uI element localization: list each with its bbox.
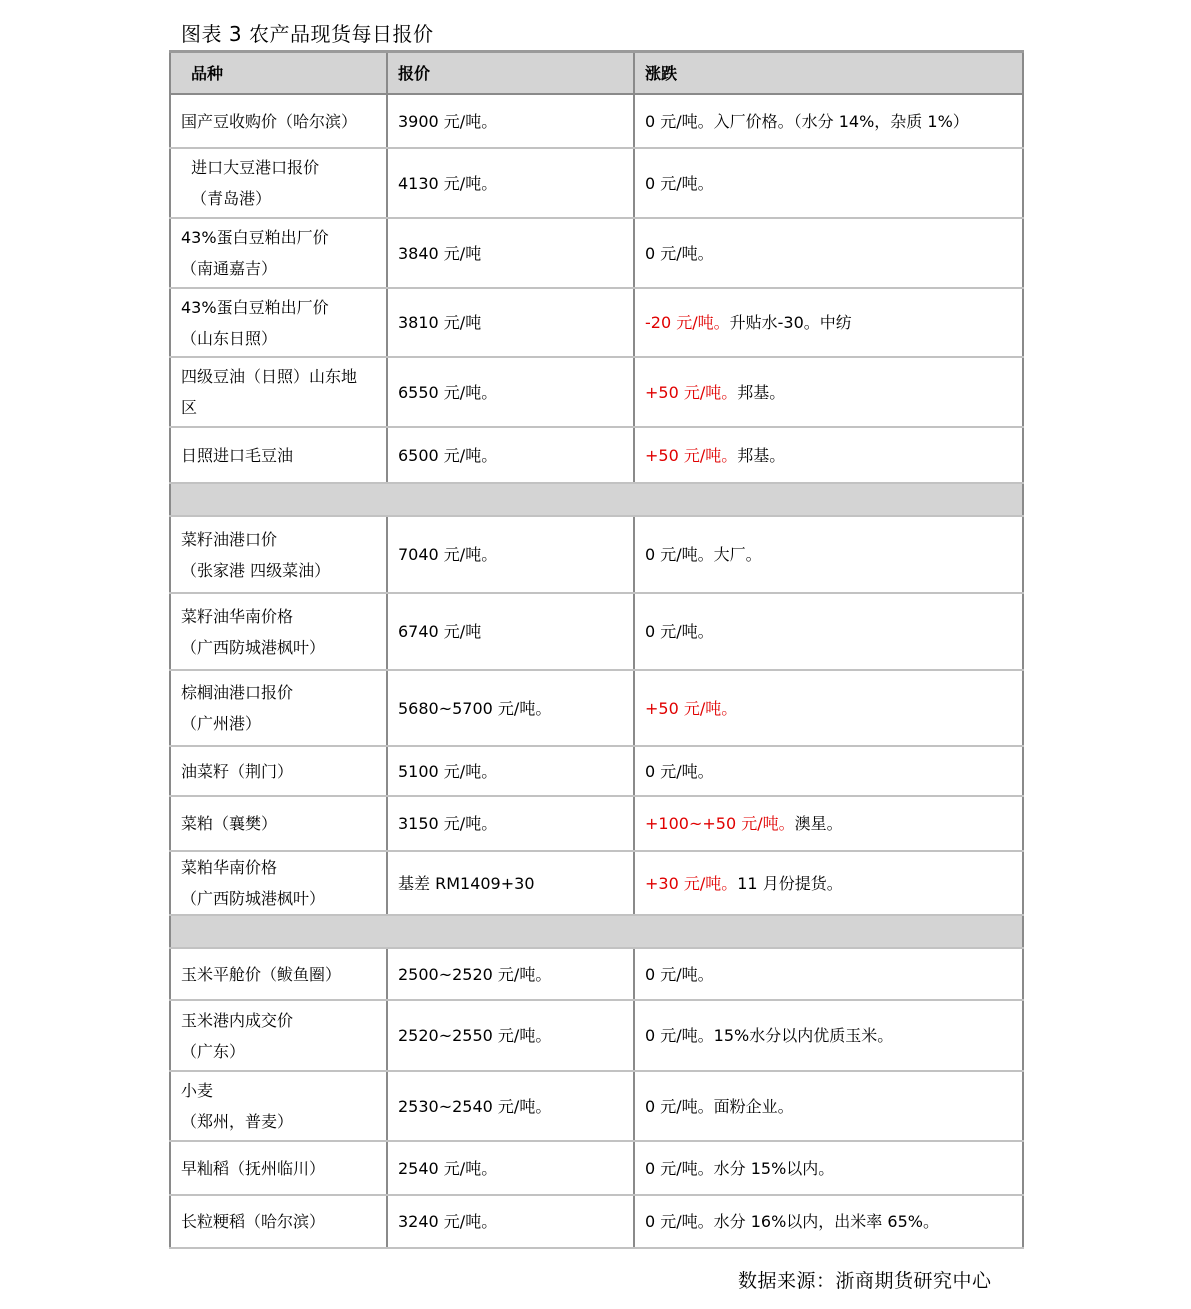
cell-variety	[170, 288, 387, 357]
cell-variety	[170, 796, 387, 851]
cell-price: 2500~2520 元/吨。	[387, 948, 634, 1000]
variety-line: 棕榈油港口报价	[181, 683, 294, 702]
change-note: 邦基。	[737, 382, 786, 402]
variety-line: 43%蛋白豆粕出厂价	[181, 297, 329, 317]
cell-change	[634, 670, 1023, 746]
table-row	[170, 357, 1023, 427]
change-note: 澳星。	[794, 814, 843, 833]
table-row	[170, 796, 1023, 851]
table-row	[170, 427, 1023, 483]
variety-line: 四级豆油（日照）山东地	[181, 367, 358, 386]
change-note: 0 元/吨。大厂。	[645, 545, 762, 564]
cell-change	[634, 1141, 1023, 1195]
cell-price: 3900 元/吨。	[387, 94, 634, 148]
data-source: 数据来源：浙商期货研究中心	[738, 1270, 992, 1292]
cell-variety	[170, 670, 387, 746]
cell-change	[634, 593, 1023, 670]
cell-change	[634, 1071, 1023, 1141]
cell-change	[634, 288, 1023, 357]
change-note: 0 元/吨。水分 15%以内。	[645, 1158, 835, 1178]
cell-price: 4130 元/吨。	[387, 148, 634, 218]
change-value-highlight: -20 元/吨。	[645, 313, 730, 332]
cell-change	[634, 1195, 1023, 1248]
cell-change	[634, 851, 1023, 915]
change-note: 0 元/吨。水分 16%以内，出米率 65%。	[645, 1212, 939, 1231]
cell-variety	[170, 427, 387, 483]
table-row	[170, 948, 1023, 1000]
section-separator	[170, 483, 1023, 516]
cell-change	[634, 948, 1023, 1000]
cell-variety	[170, 851, 387, 915]
variety-line: （广西防城港枫叶）	[181, 637, 326, 657]
cell-variety	[170, 1071, 387, 1141]
cell-variety	[170, 746, 387, 796]
variety-line: （山东日照）	[181, 328, 278, 348]
variety-line: （广西防城港枫叶）	[181, 889, 326, 908]
table-row	[170, 288, 1023, 357]
change-value-highlight: +30 元/吨。	[645, 873, 738, 893]
cell-price: 2530~2540 元/吨。	[387, 1071, 634, 1141]
table-row	[170, 1141, 1023, 1195]
cell-variety	[170, 1195, 387, 1248]
variety-line: （广东）	[181, 1041, 246, 1061]
table-header-row	[170, 52, 1023, 95]
variety-line: 菜籽油港口价	[181, 529, 278, 549]
variety-line: （广州港）	[181, 714, 262, 733]
change-note: 0 元/吨。面粉企业。	[645, 1096, 794, 1116]
variety-line: 长粒粳稻（哈尔滨）	[181, 1212, 326, 1231]
cell-price: 3840 元/吨	[387, 218, 634, 288]
variety-line: 43%蛋白豆粕出厂价	[181, 228, 329, 247]
change-value-highlight: +50 元/吨。	[645, 445, 738, 465]
section-separator	[170, 915, 1023, 948]
header-variety: 品种	[170, 52, 387, 95]
variety-line: 日照进口毛豆油	[181, 445, 294, 465]
change-note: 0 元/吨。	[645, 964, 714, 984]
variety-line: 菜粕华南价格	[181, 858, 278, 877]
change-value-highlight: +50 元/吨。	[645, 698, 738, 718]
cell-change	[634, 746, 1023, 796]
cell-change	[634, 516, 1023, 593]
cell-variety	[170, 357, 387, 427]
price-table	[169, 50, 1024, 1249]
table-row	[170, 516, 1023, 593]
cell-price: 3150 元/吨。	[387, 796, 634, 851]
variety-line: 国产豆收购价（哈尔滨）	[181, 111, 358, 131]
cell-change	[634, 427, 1023, 483]
variety-line: （南通嘉吉）	[181, 259, 278, 278]
cell-price: 3810 元/吨	[387, 288, 634, 357]
cell-variety	[170, 1141, 387, 1195]
cell-variety	[170, 1000, 387, 1071]
cell-price: 6740 元/吨	[387, 593, 634, 670]
change-value-highlight: +50 元/吨。	[645, 382, 738, 402]
cell-price: 7040 元/吨。	[387, 516, 634, 593]
cell-change	[634, 357, 1023, 427]
cell-price: 6550 元/吨。	[387, 357, 634, 427]
variety-line: 玉米平舱价（鲅鱼圈）	[181, 964, 342, 984]
change-note: 0 元/吨。入厂价格。（水分 14%，杂质 1%）	[645, 111, 969, 131]
cell-price: 基差 RM1409+30	[387, 851, 634, 915]
cell-price: 5680~5700 元/吨。	[387, 670, 634, 746]
change-note: 邦基。	[737, 445, 786, 465]
cell-variety	[170, 593, 387, 670]
change-note: 升贴水-30。中纺	[729, 313, 852, 332]
cell-variety	[170, 948, 387, 1000]
variety-line: 玉米港内成交价	[181, 1010, 294, 1030]
cell-variety	[170, 516, 387, 593]
table-row	[170, 94, 1023, 148]
table-body	[170, 94, 1023, 1248]
cell-change	[634, 1000, 1023, 1071]
cell-variety	[170, 94, 387, 148]
cell-price: 6500 元/吨。	[387, 427, 634, 483]
cell-change	[634, 94, 1023, 148]
table-row	[170, 670, 1023, 746]
header-change: 涨跌	[634, 52, 1023, 95]
section-separator-row	[170, 915, 1023, 948]
variety-line: 进口大豆港口报价	[181, 158, 320, 177]
change-note: 0 元/吨。15%水分以内优质玉米。	[645, 1026, 894, 1045]
variety-line: 早籼稻（抚州临川）	[181, 1158, 326, 1178]
change-note: 0 元/吨。	[645, 173, 714, 193]
table-row	[170, 1000, 1023, 1071]
cell-price: 2540 元/吨。	[387, 1141, 634, 1195]
variety-line: 小麦	[181, 1081, 214, 1100]
change-note: 0 元/吨。	[645, 243, 714, 263]
cell-variety	[170, 148, 387, 218]
cell-price: 5100 元/吨。	[387, 746, 634, 796]
cell-change	[634, 148, 1023, 218]
change-note: 11 月份提货。	[737, 873, 843, 893]
table-row	[170, 1071, 1023, 1141]
change-note: 0 元/吨。	[645, 622, 714, 641]
variety-line: 菜粕（襄樊）	[181, 814, 278, 833]
change-value-highlight: +100~+50 元/吨。	[645, 814, 795, 833]
variety-line: 油菜籽（荆门）	[181, 761, 294, 781]
cell-variety	[170, 218, 387, 288]
table-row	[170, 218, 1023, 288]
section-separator-row	[170, 483, 1023, 516]
variety-line: （青岛港）	[181, 189, 272, 208]
cell-change	[634, 218, 1023, 288]
change-note: 0 元/吨。	[645, 761, 714, 781]
figure-caption: 图表 3 农产品现货每日报价	[181, 22, 434, 46]
table-row	[170, 148, 1023, 218]
table-row	[170, 746, 1023, 796]
table-row	[170, 851, 1023, 915]
variety-line: （张家港 四级菜油）	[181, 560, 331, 580]
cell-price: 2520~2550 元/吨。	[387, 1000, 634, 1071]
variety-line: 菜籽油华南价格	[181, 606, 294, 626]
table-row	[170, 593, 1023, 670]
cell-price: 3240 元/吨。	[387, 1195, 634, 1248]
variety-line: 区	[181, 398, 198, 417]
cell-change	[634, 796, 1023, 851]
variety-line: （郑州，普麦）	[181, 1112, 294, 1131]
header-price: 报价	[387, 52, 634, 95]
table-row	[170, 1195, 1023, 1248]
